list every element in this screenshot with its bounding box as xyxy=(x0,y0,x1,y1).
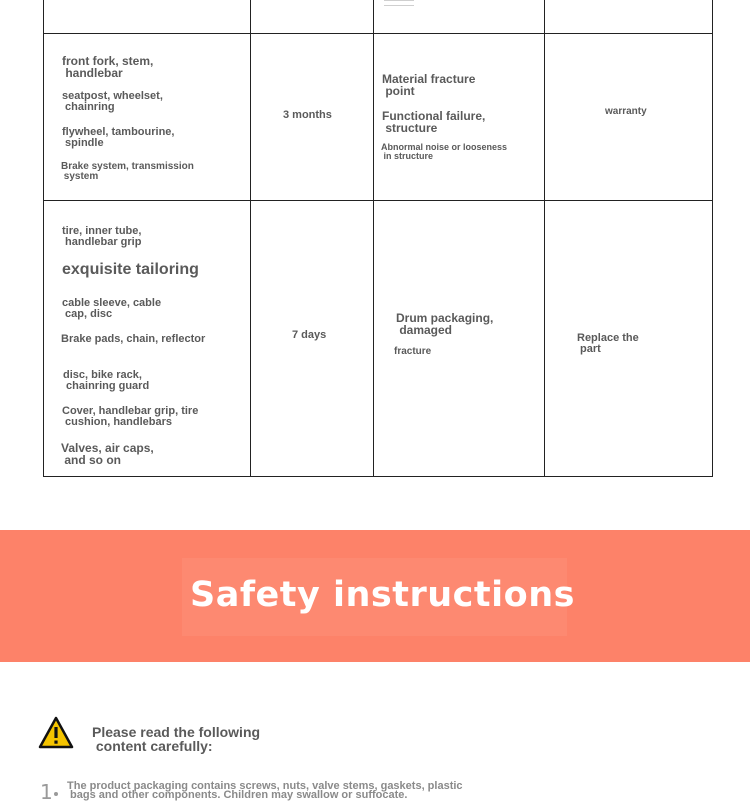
table-rule xyxy=(43,200,713,201)
row1-condition: Abnormal noise or looseness in structure xyxy=(381,142,508,161)
row2-period: 7 days xyxy=(292,329,327,341)
table-rule xyxy=(43,0,44,477)
row1-part: flywheel, tambourine, spindle xyxy=(62,126,175,149)
row2-part: Brake pads, chain, reflector xyxy=(61,333,206,345)
table-rule xyxy=(712,0,713,477)
row2-part: Cover, handlebar grip, tire cushion, handlebars xyxy=(62,405,199,428)
safety-banner xyxy=(0,530,750,662)
row2-service: Replace the part xyxy=(577,332,639,355)
row1-service: warranty xyxy=(605,106,647,117)
table-rule xyxy=(250,0,251,477)
row2-part: exquisite tailoring xyxy=(62,261,199,278)
row2-part: Valves, air caps, and so on xyxy=(61,441,154,467)
table-rule xyxy=(544,0,545,477)
row1-part: front fork, stem, handlebar xyxy=(62,54,154,80)
instruction-number: 1 xyxy=(40,780,53,804)
instruction-number-dot xyxy=(54,792,58,796)
table-rule xyxy=(373,0,374,477)
row2-condition: Drum packaging, damaged xyxy=(396,311,494,337)
warning-triangle-icon xyxy=(38,716,74,749)
row2-part: cable sleeve, cable cap, disc xyxy=(62,297,162,320)
row1-part: Brake system, transmission system xyxy=(61,161,194,182)
row1-condition: Material fracture point xyxy=(382,72,476,98)
cropped-row-remnant xyxy=(384,0,414,6)
row1-condition: Functional failure, structure xyxy=(382,109,486,135)
instruction-text: The product packaging contains screws, nuts, valve stems, gaskets, plastic bags and other components. Children may swallow or suffocate. xyxy=(67,780,463,802)
row1-period: 3 months xyxy=(283,109,332,121)
row2-part: tire, inner tube, handlebar grip xyxy=(62,225,142,248)
row1-part: seatpost, wheelset, chainring xyxy=(62,90,163,113)
row2-part: disc, bike rack, chainring guard xyxy=(63,369,150,392)
table-rule xyxy=(43,33,713,34)
table-rule xyxy=(43,476,713,477)
row2-condition: fracture xyxy=(394,346,432,357)
banner-title: Safety instructions xyxy=(190,575,575,615)
notice-text: Please read the following content carefully: xyxy=(92,724,261,754)
